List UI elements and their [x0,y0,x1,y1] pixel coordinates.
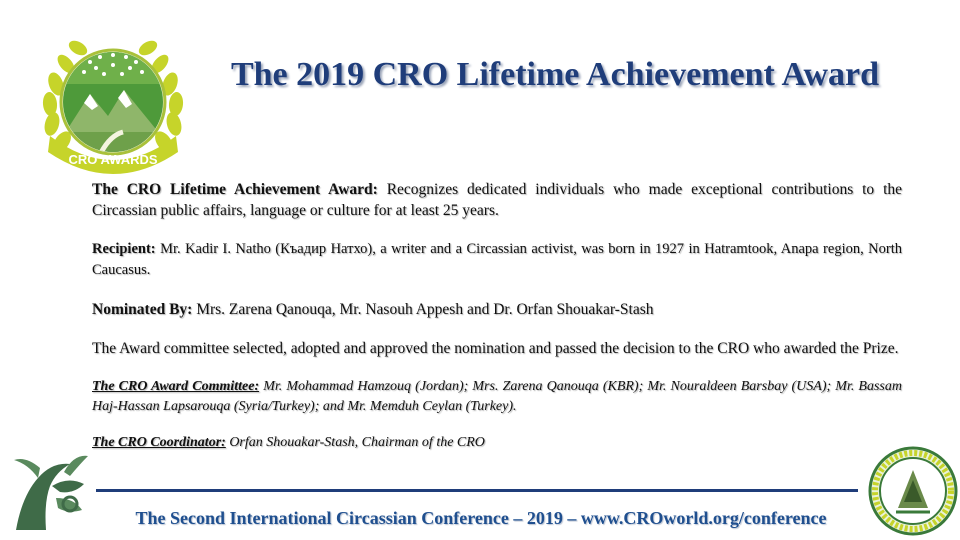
nominated-paragraph [92,299,902,320]
footer-divider [96,489,858,492]
nominated-label: Nominated By: [92,301,193,318]
award-body [92,179,902,469]
committee-paragraph [92,377,902,417]
coordinator-text: Orfan Shouakar-Stash, Chairman of the CRO [225,435,485,450]
circassian-association-seal-icon [868,446,958,536]
committee-label: The CRO Award Committee: [92,379,260,394]
cro-awards-logo-icon [28,24,198,179]
committee-text: Mr. Mohammad Hamzouq (Jordan); Mrs. Zarena Qanouqa (KBR); Mr. Nouraldeen Barsbay (USA); Mr. Bassam Haj-Hassan Lapsarouqa (Syria/Turkey); and Mr. Memduh Ceylan (Turkey). [92,379,902,414]
award-description [92,179,902,221]
award-label: The CRO Lifetime Achievement Award: [92,181,378,198]
committee-decision: The Award committee selected, adopted and approved the nomination and passed the decision to the CRO who awarded the Prize. [92,340,899,357]
logo-label: CRO AWARDS [68,152,158,167]
coordinator-label: The CRO Coordinator: [92,435,226,450]
coordinator-paragraph [92,433,902,453]
conference-swirl-logo-icon [8,446,90,532]
recipient-text: Mr. Kadir I. Natho (Къадир Натхо), a writer and a Circassian activist, was born in 1927 in Hatramtook, Anapa region, North Caucasus. [92,241,902,278]
recipient-paragraph [92,239,902,281]
recipient-label: Recipient: [92,241,156,257]
award-text: Recognizes dedicated individuals who made exceptional contributions to the Circassian public affairs, language or culture for at least 25 years. [92,181,903,219]
page-title: The 2019 CRO Lifetime Achievement Award [230,56,880,93]
nominated-text: Mrs. Zarena Qanouqa, Mr. Nasouh Appesh and Dr. Orfan Shouakar-Stash [192,301,654,318]
conference-footer: The Second International Circassian Conference – 2019 – www.CROworld.org/conference [135,508,827,528]
